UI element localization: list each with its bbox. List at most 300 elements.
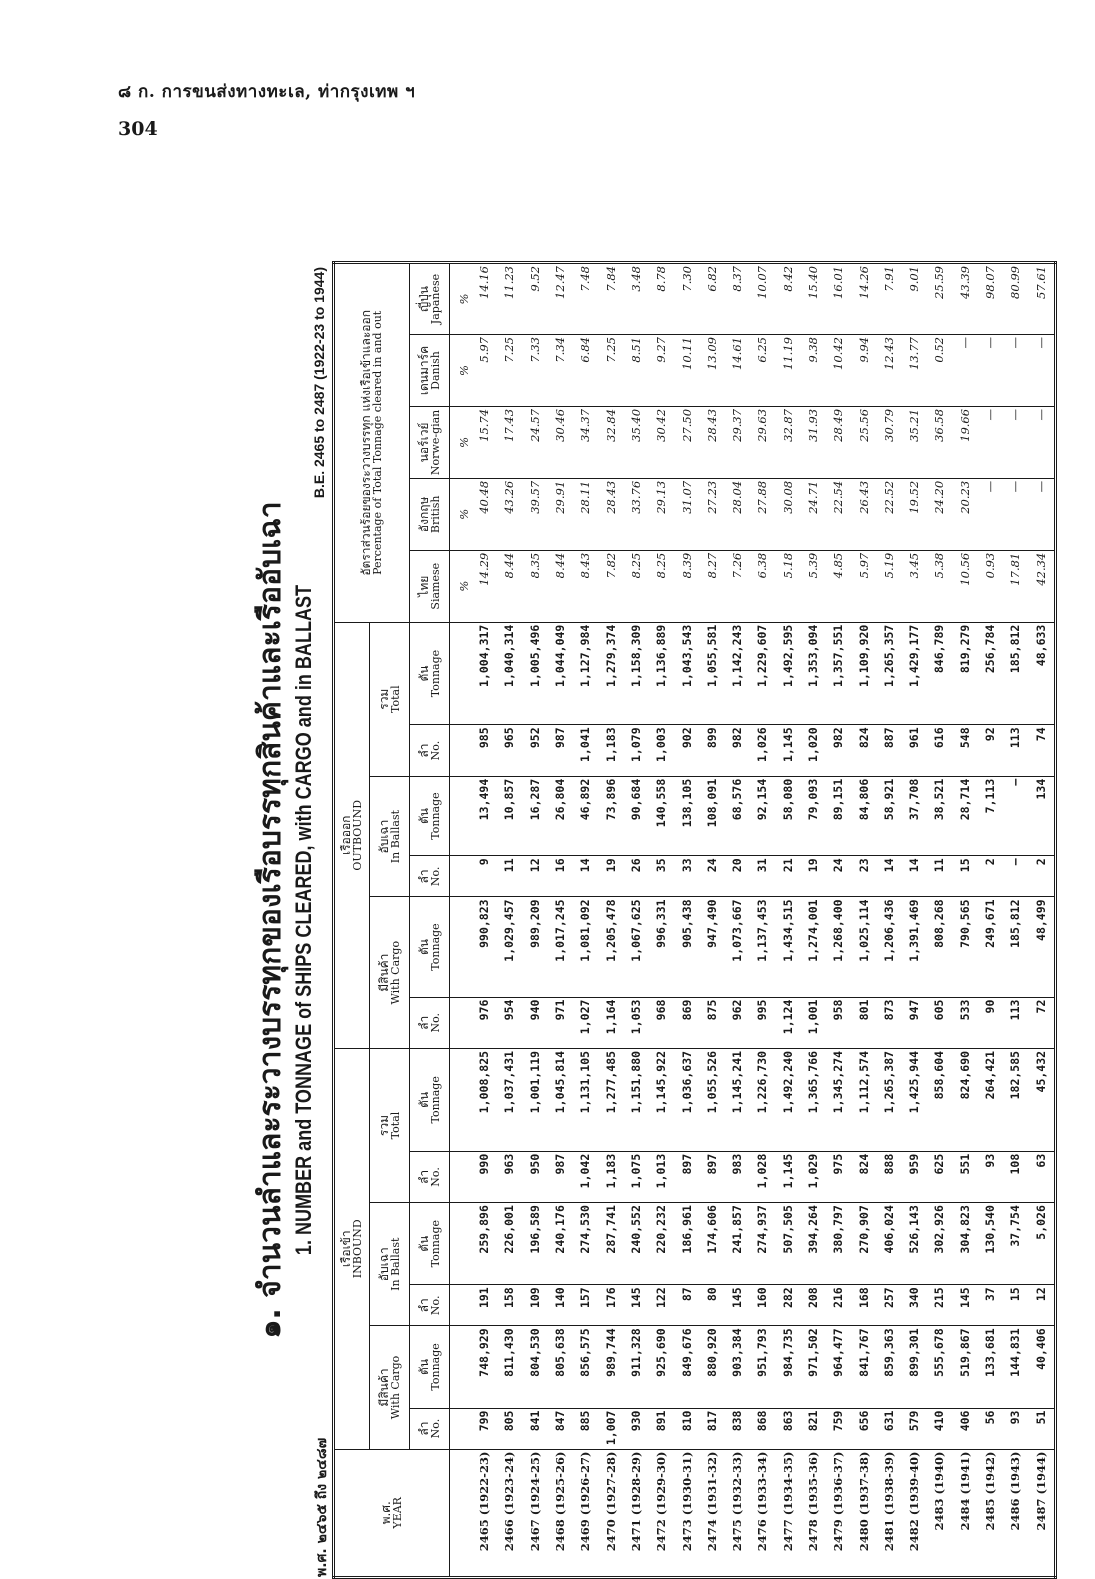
out-cargo-no-cell: 605 xyxy=(927,997,952,1048)
table-row xyxy=(826,263,851,1578)
danish-cell: 7.25 xyxy=(598,335,623,407)
in-total-ton-cell: 1,492,240 xyxy=(776,1048,801,1151)
japanese-cell: 8.37 xyxy=(725,263,750,335)
out-cargo-no-cell: 995 xyxy=(750,997,775,1048)
in-total-ton-cell: 1,265,387 xyxy=(877,1048,902,1151)
siamese-cell: 7.26 xyxy=(725,550,750,622)
in-total-ton-cell: 1,001,119 xyxy=(523,1048,548,1151)
inbound-total-header: รวม Total xyxy=(370,1048,410,1202)
in-cargo-ton-cell: 971,502 xyxy=(801,1326,826,1408)
in-ballast-no-cell: 122 xyxy=(649,1285,674,1326)
out-ballast-ton-cell: 13,494 xyxy=(472,776,497,856)
siamese-cell: 8.44 xyxy=(497,550,522,622)
siamese-cell: 5.18 xyxy=(776,550,801,622)
out-total-ton-cell: 1,004,317 xyxy=(472,622,497,725)
out-cargo-ton-cell: 1,067,625 xyxy=(624,897,649,997)
in-cargo-ton-cell: 911,328 xyxy=(624,1326,649,1408)
out-total-no-cell: 887 xyxy=(877,725,902,776)
out-cargo-no-cell: 976 xyxy=(472,997,497,1048)
british-cell: 20.23 xyxy=(953,478,978,550)
out-ballast-no-cell: 11 xyxy=(927,856,952,897)
year-cell: 2486 (1943) xyxy=(1008,1451,1023,1531)
tonnage-header: ตัน Tonnage xyxy=(410,1203,450,1285)
in-total-ton-cell: 1,365,766 xyxy=(801,1048,826,1151)
unit-spacer-cell xyxy=(450,1285,473,1326)
out-ballast-no-cell: 2 xyxy=(1029,856,1056,897)
out-cargo-ton-cell: 1,137,453 xyxy=(750,897,775,997)
table-row xyxy=(953,263,978,1578)
in-ballast-no-cell: 145 xyxy=(725,1285,750,1326)
out-ballast-ton-cell: 108,091 xyxy=(700,776,725,856)
out-ballast-ton-cell: 92,154 xyxy=(750,776,775,856)
year-cell: 2465 (1922-23) xyxy=(477,1451,492,1552)
year-cell: 2485 (1942) xyxy=(983,1451,998,1531)
japanese-cell: 16.01 xyxy=(826,263,851,335)
british-cell: 24.71 xyxy=(801,478,826,550)
no-header: ลำ No. xyxy=(410,1285,450,1326)
table-row xyxy=(877,263,902,1578)
out-ballast-ton-cell: 26,804 xyxy=(548,776,573,856)
in-total-no-cell: 1,013 xyxy=(649,1151,674,1202)
in-ballast-ton-cell: 302,926 xyxy=(927,1203,952,1285)
siamese-cell: 8.27 xyxy=(700,550,725,622)
out-ballast-ton-cell: 89,151 xyxy=(826,776,851,856)
japanese-cell: 14.26 xyxy=(851,263,876,335)
table-title-english: 1. NUMBER and TONNAGE of SHIPS CLEARED, with CARGO and in BALLAST xyxy=(291,584,316,1256)
in-total-no-cell: 1,042 xyxy=(573,1151,598,1202)
year-cell: 2474 (1931-32) xyxy=(704,1451,719,1552)
in-ballast-no-cell: 257 xyxy=(877,1285,902,1326)
in-cargo-ton-cell: 40,406 xyxy=(1029,1326,1056,1408)
unit-spacer-cell xyxy=(450,897,473,997)
japanese-cell: 7.84 xyxy=(598,263,623,335)
out-ballast-no-cell: 11 xyxy=(497,856,522,897)
siamese-header: ไทย Siamese xyxy=(410,550,450,622)
out-ballast-no-cell: 2 xyxy=(978,856,1003,897)
out-cargo-ton-cell: 905,438 xyxy=(674,897,699,997)
japanese-cell: 43.39 xyxy=(953,263,978,335)
in-cargo-ton-cell: 964,477 xyxy=(826,1326,851,1408)
unit-spacer-cell xyxy=(450,776,473,856)
out-ballast-no-cell: 20 xyxy=(725,856,750,897)
out-total-no-cell: 1,041 xyxy=(573,725,598,776)
in-total-ton-cell: 1,345,274 xyxy=(826,1048,851,1151)
table-row xyxy=(801,263,826,1578)
era-range-english: B.E. 2465 to 2487 (1922-23 to 1944) xyxy=(311,267,327,499)
out-cargo-no-cell: 954 xyxy=(497,997,522,1048)
out-ballast-ton-cell: — xyxy=(1003,776,1028,856)
danish-cell: 9.94 xyxy=(851,335,876,407)
in-cargo-ton-cell: 880,920 xyxy=(700,1326,725,1408)
out-cargo-no-cell: 1,124 xyxy=(776,997,801,1048)
british-cell: — xyxy=(1003,478,1028,550)
unit-spacer-cell xyxy=(450,1449,473,1577)
out-total-ton-cell: 1,005,496 xyxy=(523,622,548,725)
out-ballast-ton-cell: 38,521 xyxy=(927,776,952,856)
year-cell: 2467 (1924-25) xyxy=(527,1451,542,1552)
in-total-no-cell: 551 xyxy=(953,1151,978,1202)
in-total-no-cell: 1,029 xyxy=(801,1151,826,1202)
out-total-ton-cell: 1,109,920 xyxy=(851,622,876,725)
in-cargo-no-cell: 885 xyxy=(573,1408,598,1449)
in-cargo-no-cell: 1,007 xyxy=(598,1408,623,1449)
british-cell: 27.88 xyxy=(750,478,775,550)
danish-cell: 13.77 xyxy=(902,335,927,407)
outbound-total-header: รวม Total xyxy=(370,622,410,776)
year-cell: 2470 (1927-28) xyxy=(603,1451,618,1552)
in-ballast-no-cell: 208 xyxy=(801,1285,826,1326)
year-cell: 2483 (1940) xyxy=(932,1451,947,1531)
in-total-no-cell: 888 xyxy=(877,1151,902,1202)
out-cargo-no-cell: 869 xyxy=(674,997,699,1048)
tonnage-header: ตัน Tonnage xyxy=(410,1048,450,1151)
british-cell: 28.04 xyxy=(725,478,750,550)
danish-cell: — xyxy=(1029,335,1056,407)
in-ballast-ton-cell: 174,606 xyxy=(700,1203,725,1285)
in-cargo-no-cell: 93 xyxy=(1003,1408,1028,1449)
out-total-no-cell: 902 xyxy=(674,725,699,776)
out-ballast-no-cell: 14 xyxy=(877,856,902,897)
in-total-ton-cell: 1,425,944 xyxy=(902,1048,927,1151)
out-total-no-cell: 982 xyxy=(826,725,851,776)
siamese-cell: 10.56 xyxy=(953,550,978,622)
in-cargo-no-cell: 51 xyxy=(1029,1408,1056,1449)
in-ballast-ton-cell: 226,001 xyxy=(497,1203,522,1285)
in-total-no-cell: 93 xyxy=(978,1151,1003,1202)
british-cell: 22.54 xyxy=(826,478,851,550)
danish-cell: 13.09 xyxy=(700,335,725,407)
percent-unit-cell: % xyxy=(450,406,473,478)
in-cargo-no-cell: 410 xyxy=(927,1408,952,1449)
year-cell: 2476 (1933-34) xyxy=(755,1451,770,1552)
percent-unit-cell: % xyxy=(450,550,473,622)
british-cell: 39.57 xyxy=(523,478,548,550)
unit-spacer-cell xyxy=(450,1048,473,1151)
japanese-cell: 25.59 xyxy=(927,263,952,335)
danish-cell: 7.34 xyxy=(548,335,573,407)
in-cargo-ton-cell: 748,929 xyxy=(472,1326,497,1408)
out-total-no-cell: 982 xyxy=(725,725,750,776)
out-total-ton-cell: 1,127,984 xyxy=(573,622,598,725)
ships-cleared-table xyxy=(332,261,1057,1579)
in-ballast-ton-cell: 380,797 xyxy=(826,1203,851,1285)
out-cargo-no-cell: 1,053 xyxy=(624,997,649,1048)
out-cargo-ton-cell: 808,268 xyxy=(927,897,952,997)
in-ballast-no-cell: 140 xyxy=(548,1285,573,1326)
norwegian-cell: 28.43 xyxy=(700,406,725,478)
in-ballast-ton-cell: 526,143 xyxy=(902,1203,927,1285)
in-cargo-no-cell: 656 xyxy=(851,1408,876,1449)
in-ballast-ton-cell: 130,540 xyxy=(978,1203,1003,1285)
in-ballast-no-cell: 157 xyxy=(573,1285,598,1326)
danish-cell: 10.42 xyxy=(826,335,851,407)
table-row xyxy=(851,263,876,1578)
danish-cell: — xyxy=(953,335,978,407)
out-total-no-cell: 824 xyxy=(851,725,876,776)
out-cargo-ton-cell: 1,391,469 xyxy=(902,897,927,997)
in-total-no-cell: 625 xyxy=(927,1151,952,1202)
british-cell: 27.23 xyxy=(700,478,725,550)
in-total-ton-cell: 1,008,825 xyxy=(472,1048,497,1151)
in-cargo-no-cell: 817 xyxy=(700,1408,725,1449)
norwegian-cell: 19.66 xyxy=(953,406,978,478)
norwegian-cell: 30.42 xyxy=(649,406,674,478)
in-ballast-ton-cell: 240,552 xyxy=(624,1203,649,1285)
out-cargo-ton-cell: 989,209 xyxy=(523,897,548,997)
danish-cell: 8.51 xyxy=(624,335,649,407)
percent-unit-row xyxy=(450,263,473,1578)
table-row xyxy=(624,263,649,1578)
japanese-cell: 10.07 xyxy=(750,263,775,335)
out-total-no-cell: 616 xyxy=(927,725,952,776)
in-cargo-ton-cell: 899,301 xyxy=(902,1326,927,1408)
out-total-ton-cell: 1,265,357 xyxy=(877,622,902,725)
in-ballast-ton-cell: 5,026 xyxy=(1029,1203,1056,1285)
in-ballast-no-cell: 145 xyxy=(624,1285,649,1326)
japanese-cell: 57.61 xyxy=(1029,263,1056,335)
japanese-cell: 8.78 xyxy=(649,263,674,335)
danish-cell: 6.84 xyxy=(573,335,598,407)
in-total-ton-cell: 1,036,637 xyxy=(674,1048,699,1151)
in-total-ton-cell: 1,151,880 xyxy=(624,1048,649,1151)
out-ballast-no-cell: 35 xyxy=(649,856,674,897)
unit-spacer-cell xyxy=(450,997,473,1048)
out-total-no-cell: 985 xyxy=(472,725,497,776)
running-head: ๘ ก. การขนส่งทางทะเล, ท่ากรุงเทพ ฯ xyxy=(118,82,416,102)
in-ballast-ton-cell: 196,589 xyxy=(523,1203,548,1285)
siamese-cell: 17.81 xyxy=(1003,550,1028,622)
norwegian-cell: 24.57 xyxy=(523,406,548,478)
in-ballast-ton-cell: 287,741 xyxy=(598,1203,623,1285)
out-cargo-no-cell: 958 xyxy=(826,997,851,1048)
in-ballast-no-cell: 191 xyxy=(472,1285,497,1326)
rotated-table-block xyxy=(247,261,1095,1579)
in-ballast-ton-cell: 274,530 xyxy=(573,1203,598,1285)
out-ballast-ton-cell: 46,892 xyxy=(573,776,598,856)
in-cargo-no-cell: 841 xyxy=(523,1408,548,1449)
in-cargo-ton-cell: 925,690 xyxy=(649,1326,674,1408)
out-cargo-ton-cell: 1,025,114 xyxy=(851,897,876,997)
out-ballast-no-cell: 26 xyxy=(624,856,649,897)
out-total-no-cell: 1,079 xyxy=(624,725,649,776)
in-ballast-ton-cell: 220,232 xyxy=(649,1203,674,1285)
out-total-ton-cell: 1,279,374 xyxy=(598,622,623,725)
british-cell: 31.07 xyxy=(674,478,699,550)
table-body xyxy=(450,263,1056,1578)
out-cargo-ton-cell: 48,499 xyxy=(1029,897,1056,997)
norwegian-cell: 32.84 xyxy=(598,406,623,478)
out-total-no-cell: 965 xyxy=(497,725,522,776)
table-row xyxy=(700,263,725,1578)
danish-cell: — xyxy=(1003,335,1028,407)
no-header: ลำ No. xyxy=(410,997,450,1048)
in-ballast-no-cell: 160 xyxy=(750,1285,775,1326)
out-ballast-ton-cell: 138,105 xyxy=(674,776,699,856)
tonnage-header: ตัน Tonnage xyxy=(410,1326,450,1408)
outbound-with-cargo-header: มีสินค้า With Cargo xyxy=(370,897,410,1049)
in-ballast-ton-cell: 240,176 xyxy=(548,1203,573,1285)
in-cargo-no-cell: 838 xyxy=(725,1408,750,1449)
in-total-no-cell: 108 xyxy=(1003,1151,1028,1202)
british-cell: 30.08 xyxy=(776,478,801,550)
in-total-no-cell: 63 xyxy=(1029,1151,1056,1202)
tonnage-header: ตัน Tonnage xyxy=(410,897,450,997)
out-ballast-ton-cell: 140,558 xyxy=(649,776,674,856)
outbound-in-ballast-header: อับเฉา In Ballast xyxy=(370,776,410,897)
era-range-thai: พ.ศ. ๒๔๖๕ ถึง ๒๔๘๗ xyxy=(314,1437,330,1577)
norwegian-cell: 30.79 xyxy=(877,406,902,478)
norwegian-cell: 32.87 xyxy=(776,406,801,478)
siamese-cell: 5.38 xyxy=(927,550,952,622)
british-cell: — xyxy=(978,478,1003,550)
danish-cell: 10.11 xyxy=(674,335,699,407)
out-total-ton-cell: 1,229,607 xyxy=(750,622,775,725)
year-cell: 2469 (1926-27) xyxy=(578,1451,593,1552)
british-cell: 43.26 xyxy=(497,478,522,550)
out-total-ton-cell: 1,357,551 xyxy=(826,622,851,725)
in-cargo-ton-cell: 811,430 xyxy=(497,1326,522,1408)
japanese-cell: 7.48 xyxy=(573,263,598,335)
in-total-no-cell: 1,183 xyxy=(598,1151,623,1202)
table-row xyxy=(927,263,952,1578)
in-total-ton-cell: 182,585 xyxy=(1003,1048,1028,1151)
in-total-ton-cell: 1,045,814 xyxy=(548,1048,573,1151)
out-cargo-no-cell: 962 xyxy=(725,997,750,1048)
british-cell: 29.91 xyxy=(548,478,573,550)
in-ballast-ton-cell: 394,264 xyxy=(801,1203,826,1285)
table-row xyxy=(1003,263,1028,1578)
no-header: ลำ No. xyxy=(410,856,450,897)
unit-spacer-cell xyxy=(450,856,473,897)
year-cell: 2480 (1937-38) xyxy=(856,1451,871,1552)
out-cargo-ton-cell: 996,331 xyxy=(649,897,674,997)
unit-spacer-cell xyxy=(450,1203,473,1285)
table-row xyxy=(523,263,548,1578)
in-ballast-no-cell: 15 xyxy=(1003,1285,1028,1326)
out-cargo-no-cell: 801 xyxy=(851,997,876,1048)
table-row xyxy=(1029,263,1056,1578)
table-row xyxy=(978,263,1003,1578)
in-cargo-ton-cell: 555,678 xyxy=(927,1326,952,1408)
in-ballast-no-cell: 215 xyxy=(927,1285,952,1326)
japanese-cell: 80.99 xyxy=(1003,263,1028,335)
japanese-cell: 9.01 xyxy=(902,263,927,335)
year-cell: 2466 (1923-24) xyxy=(502,1451,517,1552)
in-total-no-cell: 963 xyxy=(497,1151,522,1202)
out-ballast-no-cell: 16 xyxy=(548,856,573,897)
norwegian-cell: 29.37 xyxy=(725,406,750,478)
in-ballast-no-cell: 216 xyxy=(826,1285,851,1326)
in-ballast-no-cell: 109 xyxy=(523,1285,548,1326)
out-cargo-ton-cell: 1,268,400 xyxy=(826,897,851,997)
table-row xyxy=(573,263,598,1578)
in-ballast-ton-cell: 241,857 xyxy=(725,1203,750,1285)
in-total-no-cell: 990 xyxy=(472,1151,497,1202)
out-total-no-cell: 1,020 xyxy=(801,725,826,776)
in-cargo-no-cell: 799 xyxy=(472,1408,497,1449)
out-cargo-no-cell: 1,001 xyxy=(801,997,826,1048)
out-ballast-no-cell: — xyxy=(1003,856,1028,897)
table-row xyxy=(472,263,497,1578)
siamese-cell: 8.35 xyxy=(523,550,548,622)
out-ballast-no-cell: 23 xyxy=(851,856,876,897)
in-total-ton-cell: 1,277,485 xyxy=(598,1048,623,1151)
out-total-no-cell: 899 xyxy=(700,725,725,776)
out-total-ton-cell: 1,353,094 xyxy=(801,622,826,725)
british-cell: 28.11 xyxy=(573,478,598,550)
year-cell: 2487 (1944) xyxy=(1033,1451,1048,1531)
year-cell: 2482 (1939-40) xyxy=(907,1451,922,1552)
in-total-ton-cell: 858,604 xyxy=(927,1048,952,1151)
norwegian-cell: 36.58 xyxy=(927,406,952,478)
unit-spacer-cell xyxy=(450,622,473,725)
japanese-cell: 7.91 xyxy=(877,263,902,335)
british-cell: 40.48 xyxy=(472,478,497,550)
british-header: อังกฤษ British xyxy=(410,478,450,550)
year-cell: 2475 (1932-33) xyxy=(730,1451,745,1552)
in-cargo-ton-cell: 951,793 xyxy=(750,1326,775,1408)
in-cargo-no-cell: 56 xyxy=(978,1408,1003,1449)
out-cargo-no-cell: 113 xyxy=(1003,997,1028,1048)
danish-cell: 7.33 xyxy=(523,335,548,407)
out-ballast-ton-cell: 79,093 xyxy=(801,776,826,856)
percent-unit-cell: % xyxy=(450,335,473,407)
unit-spacer-cell xyxy=(450,1326,473,1408)
norwegian-cell: 35.21 xyxy=(902,406,927,478)
in-cargo-ton-cell: 841,767 xyxy=(851,1326,876,1408)
percentage-header: อัตราส่วนร้อยของระวางบรรทุก แห่งเรือเข้าและออก Percentage of Total Tonnage cleared in and out xyxy=(334,263,410,623)
in-total-ton-cell: 1,226,730 xyxy=(750,1048,775,1151)
siamese-cell: 4.85 xyxy=(826,550,851,622)
japanese-cell: 98.07 xyxy=(978,263,1003,335)
out-cargo-no-cell: 873 xyxy=(877,997,902,1048)
siamese-cell: 5.19 xyxy=(877,550,902,622)
out-cargo-ton-cell: 790,565 xyxy=(953,897,978,997)
out-total-ton-cell: 1,429,177 xyxy=(902,622,927,725)
out-total-ton-cell: 256,784 xyxy=(978,622,1003,725)
out-ballast-ton-cell: 84,806 xyxy=(851,776,876,856)
year-cell: 2468 (1925-26) xyxy=(553,1451,568,1552)
out-cargo-ton-cell: 1,206,436 xyxy=(877,897,902,997)
danish-cell: 9.27 xyxy=(649,335,674,407)
in-cargo-ton-cell: 984,735 xyxy=(776,1326,801,1408)
out-total-ton-cell: 1,492,595 xyxy=(776,622,801,725)
out-total-no-cell: 1,183 xyxy=(598,725,623,776)
in-ballast-no-cell: 158 xyxy=(497,1285,522,1326)
british-cell: 33.76 xyxy=(624,478,649,550)
in-cargo-ton-cell: 856,575 xyxy=(573,1326,598,1408)
out-cargo-no-cell: 1,027 xyxy=(573,997,598,1048)
norwegian-cell: — xyxy=(1003,406,1028,478)
in-cargo-no-cell: 863 xyxy=(776,1408,801,1449)
in-total-no-cell: 1,145 xyxy=(776,1151,801,1202)
out-total-no-cell: 113 xyxy=(1003,725,1028,776)
siamese-cell: 5.97 xyxy=(851,550,876,622)
out-total-ton-cell: 1,043,543 xyxy=(674,622,699,725)
in-ballast-ton-cell: 274,937 xyxy=(750,1203,775,1285)
norwegian-cell: 15.74 xyxy=(472,406,497,478)
siamese-cell: 5.39 xyxy=(801,550,826,622)
out-ballast-ton-cell: 134 xyxy=(1029,776,1056,856)
out-cargo-ton-cell: 1,017,245 xyxy=(548,897,573,997)
norwegian-cell: — xyxy=(1029,406,1056,478)
siamese-cell: 42.34 xyxy=(1029,550,1056,622)
norwegian-header: นอร์เวย์ Norwe-gian xyxy=(410,406,450,478)
out-ballast-no-cell: 31 xyxy=(750,856,775,897)
year-cell: 2472 (1929-30) xyxy=(654,1451,669,1552)
out-total-no-cell: 92 xyxy=(978,725,1003,776)
siamese-cell: 8.39 xyxy=(674,550,699,622)
